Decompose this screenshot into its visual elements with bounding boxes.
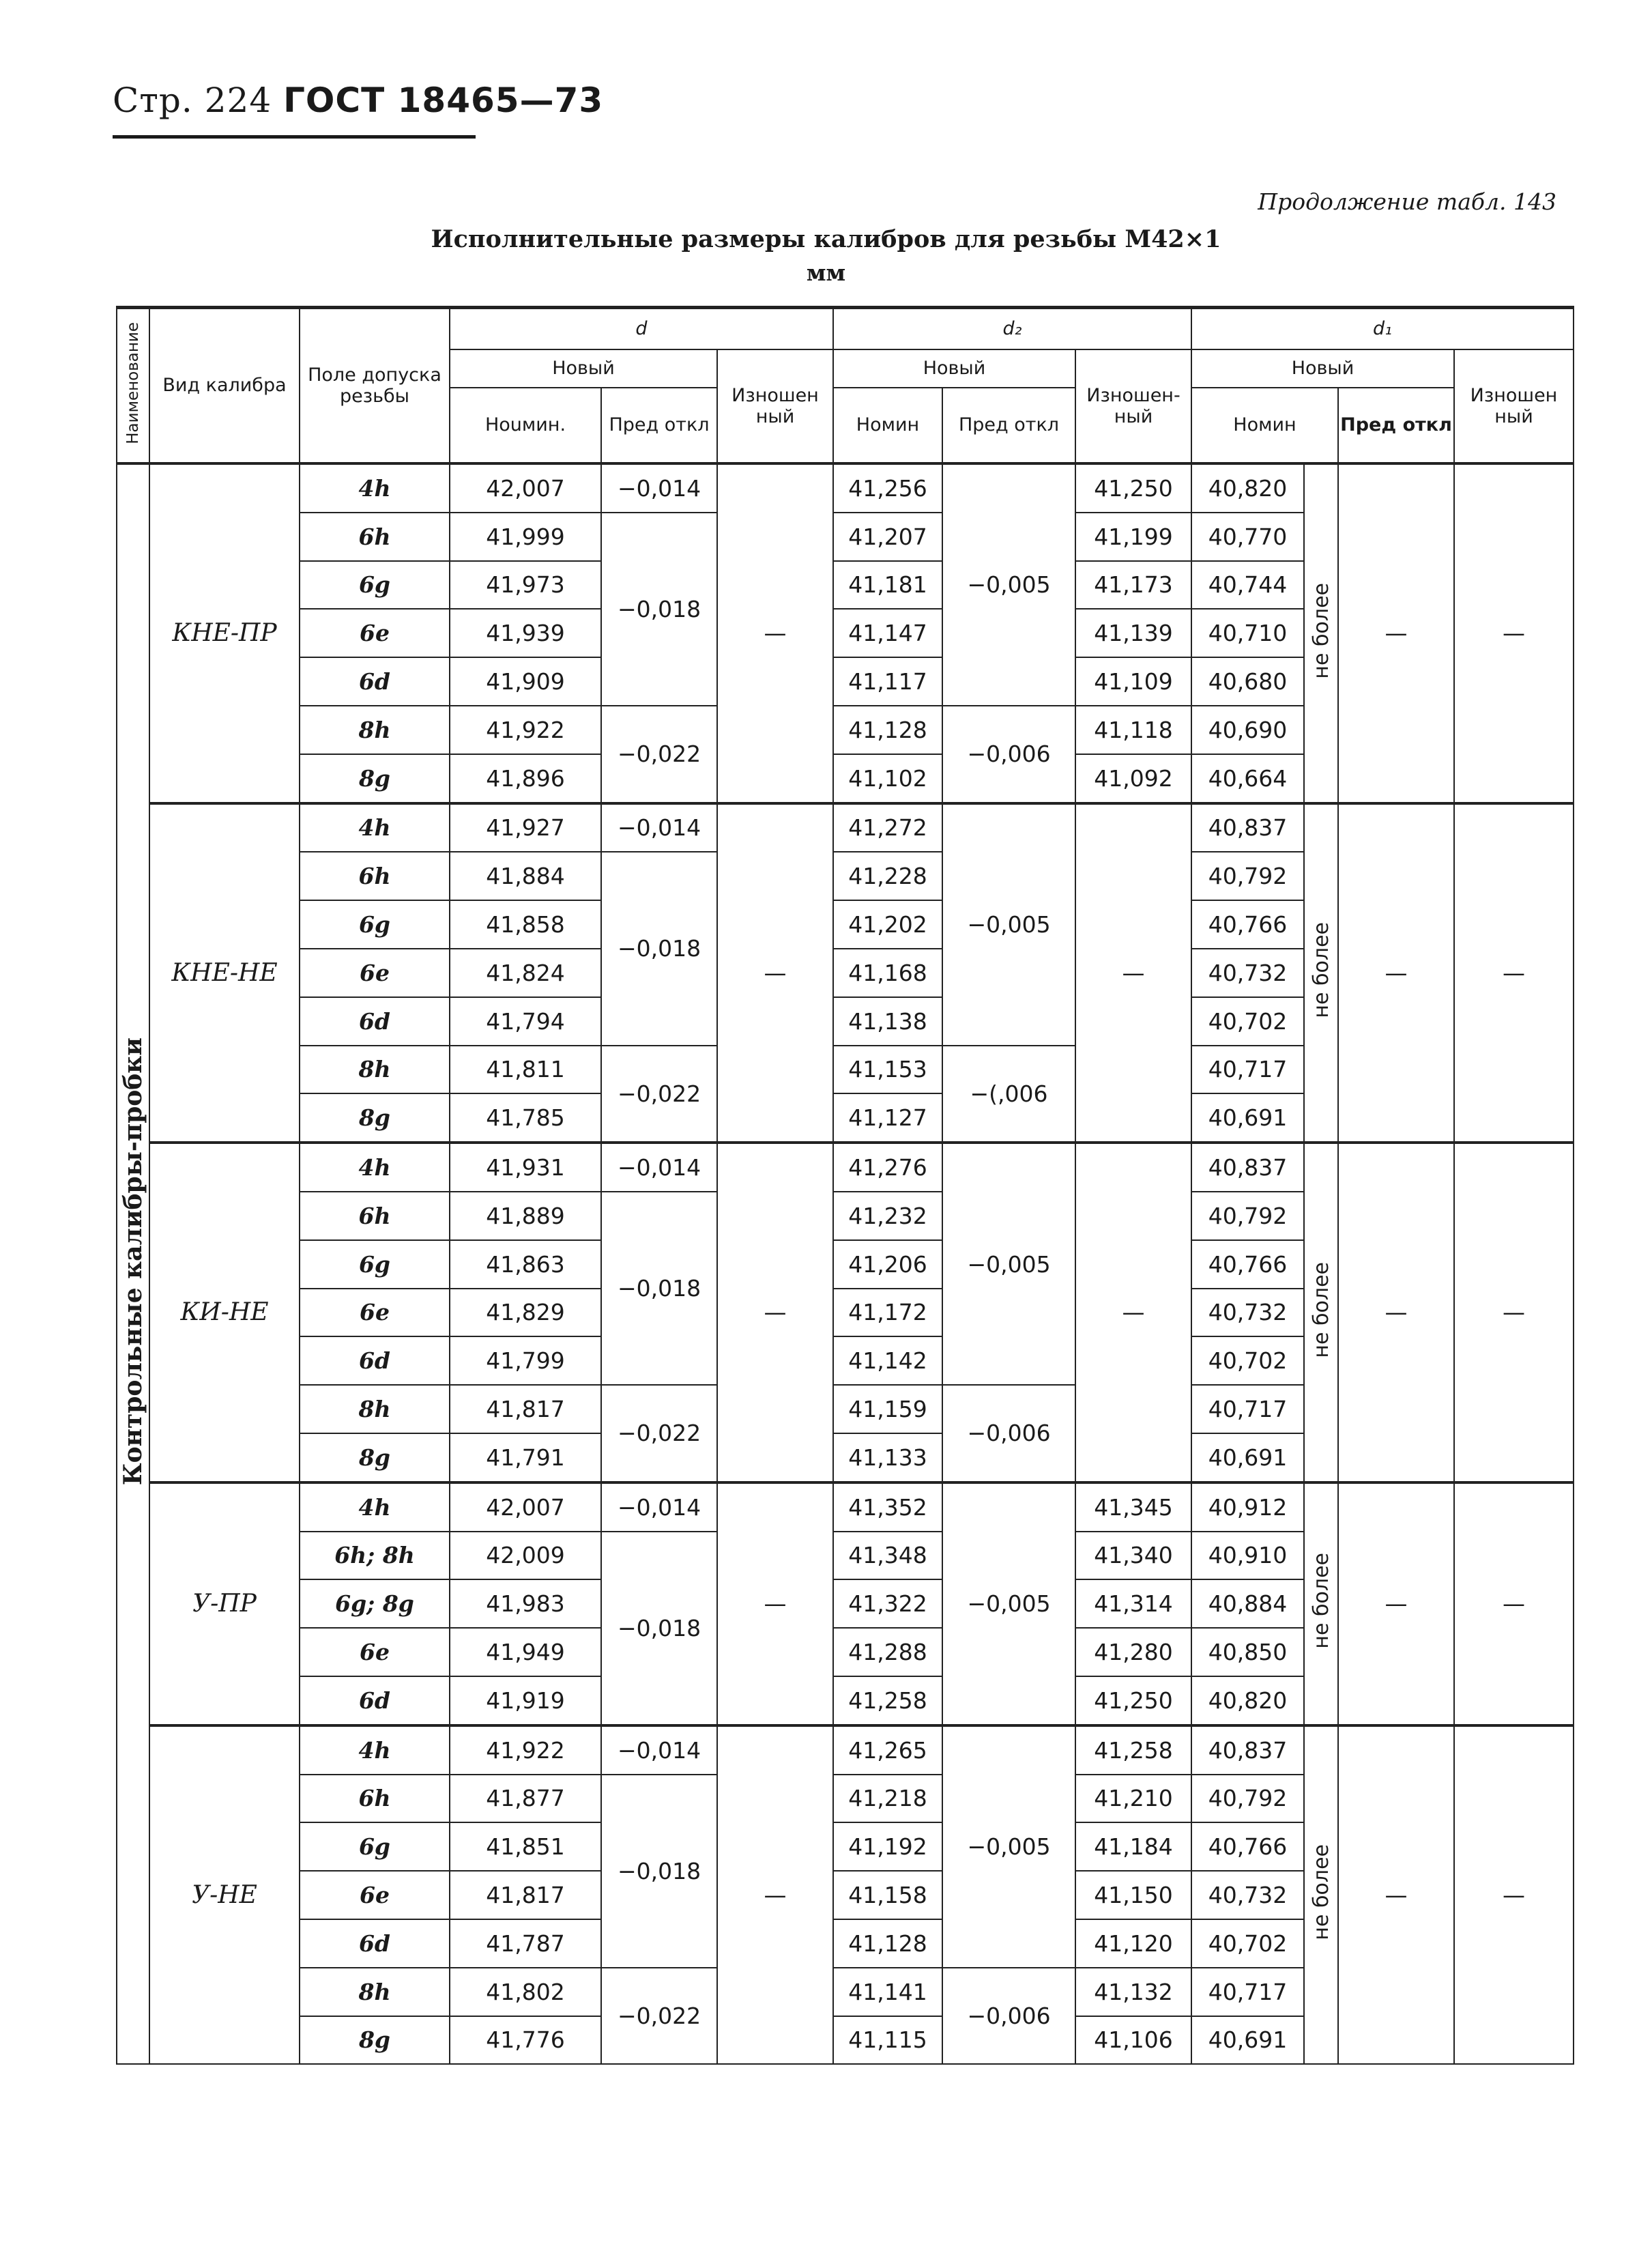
d1-limit-note: не более	[1304, 1143, 1338, 1482]
d2-nom-header: Номин	[833, 388, 942, 463]
page-header	[113, 81, 603, 120]
d-worn-header: Изношен ный	[717, 349, 833, 463]
d1-nominal: 40,702	[1191, 1919, 1304, 1968]
d-deviation: −0,014	[601, 1725, 717, 1775]
d2-deviation: −0,006	[942, 1385, 1075, 1482]
calibre-kind: КНЕ-НЕ	[149, 803, 300, 1143]
d1-nominal: 40,717	[1191, 1968, 1304, 2016]
d1-nominal: 40,717	[1191, 1046, 1304, 1094]
d2-nominal: 41,172	[833, 1289, 942, 1337]
calibre-kind: У-ПР	[149, 1482, 300, 1725]
d1-nominal: 40,770	[1191, 513, 1304, 561]
d-nominal: 41,817	[450, 1871, 601, 1919]
d2-nominal: 41,153	[833, 1046, 942, 1094]
d2-nominal: 41,147	[833, 609, 942, 657]
d2-worn: 41,106	[1075, 2016, 1191, 2065]
d1-limit-note: не более	[1304, 1725, 1338, 2065]
d-deviation: −0,018	[601, 852, 717, 1045]
d2-nominal: 41,102	[833, 754, 942, 803]
d-nominal: 41,973	[450, 561, 601, 610]
d2-nominal: 41,181	[833, 561, 942, 610]
d-nominal: 41,983	[450, 1579, 601, 1628]
d-worn: —	[717, 1143, 833, 1482]
d1-pred-header: Пред откл	[1338, 388, 1454, 463]
table-row	[117, 1482, 1574, 1532]
d-deviation: −0,014	[601, 463, 717, 513]
d2-nominal: 41,232	[833, 1192, 942, 1240]
d1-nominal: 40,792	[1191, 1775, 1304, 1823]
table-row	[117, 1725, 1574, 1775]
d1-nominal: 40,732	[1191, 949, 1304, 997]
d1-worn: —	[1454, 463, 1574, 803]
d1-nominal: 40,702	[1191, 1336, 1304, 1385]
d-nominal: 41,999	[450, 513, 601, 561]
d2-nominal: 41,117	[833, 657, 942, 706]
d-deviation: −0,022	[601, 1385, 717, 1482]
d2-nominal: 41,207	[833, 513, 942, 561]
d-nominal: 41,829	[450, 1289, 601, 1337]
d2-worn: 41,345	[1075, 1482, 1191, 1532]
d-nominal: 41,896	[450, 754, 601, 803]
d-nominal: 41,922	[450, 706, 601, 754]
d2-new-header: Новый	[833, 349, 1075, 388]
d1-nominal: 40,792	[1191, 1192, 1304, 1240]
d-nominal: 41,785	[450, 1093, 601, 1143]
d2-nominal: 41,142	[833, 1336, 942, 1385]
d-deviation: −0,022	[601, 1046, 717, 1143]
d-nominal: 41,909	[450, 657, 601, 706]
col-field-header: Поле допуска резьбы	[300, 308, 450, 464]
d1-nominal: 40,766	[1191, 900, 1304, 949]
d1-new-header: Новый	[1191, 349, 1454, 388]
d-deviation: −0,018	[601, 513, 717, 706]
d-nominal: 41,939	[450, 609, 601, 657]
d1-deviation: —	[1338, 1482, 1454, 1725]
d2-nominal: 41,206	[833, 1240, 942, 1289]
d2-worn: 41,314	[1075, 1579, 1191, 1628]
tolerance-field: 6d	[300, 1919, 450, 1968]
d-deviation: −0,014	[601, 1143, 717, 1192]
d2-worn: —	[1075, 1143, 1191, 1482]
tolerance-field: 8g	[300, 2016, 450, 2065]
d-nominal: 41,919	[450, 1676, 601, 1725]
d2-worn: 41,250	[1075, 463, 1191, 513]
d1-limit-note: не более	[1304, 1482, 1338, 1725]
d-nominal: 41,931	[450, 1143, 601, 1192]
d-nominal: 41,817	[450, 1385, 601, 1433]
d2-worn: 41,092	[1075, 754, 1191, 803]
table-row	[117, 1143, 1574, 1192]
d2-nominal: 41,228	[833, 852, 942, 900]
tolerance-field: 6e	[300, 949, 450, 997]
d-deviation: −0,022	[601, 1968, 717, 2065]
d2-worn-header: Изношен-ный	[1075, 349, 1191, 463]
tolerance-field: 6e	[300, 1628, 450, 1676]
d2-deviation: −0,006	[942, 1968, 1075, 2065]
tolerance-field: 6d	[300, 657, 450, 706]
d-worn: —	[717, 1725, 833, 2065]
table-unit: мм	[806, 259, 846, 286]
d2-nominal: 41,348	[833, 1532, 942, 1580]
d2-worn: 41,210	[1075, 1775, 1191, 1823]
calibre-kind: КИ-НЕ	[149, 1143, 300, 1482]
d1-nominal: 40,820	[1191, 463, 1304, 513]
d2-nominal: 41,202	[833, 900, 942, 949]
d2-worn: 41,139	[1075, 609, 1191, 657]
d1-nominal: 40,691	[1191, 1093, 1304, 1143]
d-nominal: 42,007	[450, 1482, 601, 1532]
standard-code: ГОСТ 18465—73	[283, 81, 604, 120]
d2-deviation: −(,006	[942, 1046, 1075, 1143]
d1-nominal: 40,884	[1191, 1579, 1304, 1628]
tolerance-field: 8g	[300, 754, 450, 803]
tolerance-field: 4h	[300, 1143, 450, 1192]
d1-nominal: 40,702	[1191, 997, 1304, 1046]
page-number: Стр. 224	[113, 81, 272, 120]
d1-nominal: 40,850	[1191, 1628, 1304, 1676]
d2-deviation: −0,005	[942, 1482, 1075, 1725]
continuation-note: Продолжение табл. 143	[1258, 188, 1556, 215]
d-worn: —	[717, 1482, 833, 1725]
d-nominal: 41,889	[450, 1192, 601, 1240]
d1-deviation: —	[1338, 463, 1454, 803]
tolerance-field: 6g; 8g	[300, 1579, 450, 1628]
d2-nominal: 41,192	[833, 1822, 942, 1871]
tolerance-field: 6e	[300, 1289, 450, 1337]
calibre-kind: КНЕ-ПР	[149, 463, 300, 803]
calibre-kind: У-НЕ	[149, 1725, 300, 2065]
tolerance-field: 4h	[300, 1482, 450, 1532]
d2-deviation: −0,005	[942, 1725, 1075, 1968]
tolerance-field: 6d	[300, 997, 450, 1046]
d1-group-header: d₁	[1191, 308, 1574, 350]
d1-nominal: 40,912	[1191, 1482, 1304, 1532]
tolerance-field: 6h	[300, 1192, 450, 1240]
d1-limit-note: не более	[1304, 463, 1338, 803]
tolerance-field: 6h	[300, 852, 450, 900]
d2-pred-header: Пред откл	[942, 388, 1075, 463]
tolerance-field: 6h	[300, 1775, 450, 1823]
d2-nominal: 41,128	[833, 706, 942, 754]
d2-nominal: 41,272	[833, 803, 942, 852]
d-nominal: 41,802	[450, 1968, 601, 2016]
d-nominal: 41,863	[450, 1240, 601, 1289]
d2-nominal: 41,352	[833, 1482, 942, 1532]
d1-nominal: 40,717	[1191, 1385, 1304, 1433]
d-deviation: −0,018	[601, 1775, 717, 1968]
d2-group-header: d₂	[833, 308, 1191, 350]
d-deviation: −0,018	[601, 1532, 717, 1725]
d2-worn: 41,109	[1075, 657, 1191, 706]
tolerance-field: 8h	[300, 706, 450, 754]
d2-nominal: 41,158	[833, 1871, 942, 1919]
tolerance-field: 6d	[300, 1676, 450, 1725]
tolerance-field: 6h	[300, 513, 450, 561]
d2-worn: —	[1075, 803, 1191, 1143]
d2-worn: 41,150	[1075, 1871, 1191, 1919]
d2-nominal: 41,288	[833, 1628, 942, 1676]
d2-nominal: 41,141	[833, 1968, 942, 2016]
d2-nominal: 41,159	[833, 1385, 942, 1433]
d1-nom-header: Номин	[1191, 388, 1338, 463]
d1-nominal: 40,732	[1191, 1289, 1304, 1337]
d-new-header: Новый	[450, 349, 717, 388]
d1-nominal: 40,766	[1191, 1822, 1304, 1871]
tolerance-field: 8h	[300, 1385, 450, 1433]
d2-nominal: 41,128	[833, 1919, 942, 1968]
tolerance-field: 8h	[300, 1968, 450, 2016]
d1-worn: —	[1454, 1482, 1574, 1725]
tolerance-field: 6g	[300, 900, 450, 949]
tolerance-field: 6g	[300, 1822, 450, 1871]
d2-worn: 41,250	[1075, 1676, 1191, 1725]
d1-worn: —	[1454, 1725, 1574, 2065]
d2-worn: 41,184	[1075, 1822, 1191, 1871]
tolerance-field: 8h	[300, 1046, 450, 1094]
table-row	[117, 803, 1574, 852]
d2-deviation: −0,005	[942, 463, 1075, 706]
d-nominal: 41,794	[450, 997, 601, 1046]
d-nominal: 41,824	[450, 949, 601, 997]
col-kind-header: Вид калибра	[149, 308, 300, 464]
tolerance-field: 4h	[300, 1725, 450, 1775]
d-nominal: 41,776	[450, 2016, 601, 2065]
d-nominal: 41,791	[450, 1433, 601, 1482]
d1-nominal: 40,710	[1191, 609, 1304, 657]
d2-nominal: 41,127	[833, 1093, 942, 1143]
d-nominal: 41,787	[450, 1919, 601, 1968]
d2-nominal: 41,168	[833, 949, 942, 997]
d1-nominal: 40,837	[1191, 1725, 1304, 1775]
d-deviation: −0,022	[601, 706, 717, 803]
d-nominal: 42,009	[450, 1532, 601, 1580]
calibre-dimensions-table	[116, 306, 1574, 2065]
d-nominal: 41,799	[450, 1336, 601, 1385]
section-label: Контрольные калибры-пробки	[117, 463, 149, 2064]
table-row	[117, 463, 1574, 513]
d1-nominal: 40,766	[1191, 1240, 1304, 1289]
d-deviation: −0,018	[601, 1192, 717, 1385]
d2-nominal: 41,133	[833, 1433, 942, 1482]
d1-worn: —	[1454, 803, 1574, 1143]
d2-nominal: 41,138	[833, 997, 942, 1046]
d-nominal: 41,858	[450, 900, 601, 949]
d2-nominal: 41,218	[833, 1775, 942, 1823]
d-nom-header: Ноuмин.	[450, 388, 601, 463]
d1-nominal: 40,837	[1191, 803, 1304, 852]
d2-worn: 41,199	[1075, 513, 1191, 561]
d-worn: —	[717, 803, 833, 1143]
d1-nominal: 40,664	[1191, 754, 1304, 803]
tolerance-field: 4h	[300, 463, 450, 513]
d2-nominal: 41,115	[833, 2016, 942, 2065]
d-pred-header: Пред откл	[601, 388, 717, 463]
d2-worn: 41,120	[1075, 1919, 1191, 1968]
header-rule	[113, 135, 476, 139]
d2-deviation: −0,005	[942, 1143, 1075, 1385]
d2-worn: 41,258	[1075, 1725, 1191, 1775]
d2-nominal: 41,322	[833, 1579, 942, 1628]
d2-worn: 41,132	[1075, 1968, 1191, 2016]
d-group-header: d	[450, 308, 833, 350]
d1-nominal: 40,820	[1191, 1676, 1304, 1725]
d2-nominal: 41,265	[833, 1725, 942, 1775]
table-title: Исполнительные размеры калибров для резьбы M42×1	[431, 225, 1221, 253]
d2-nominal: 41,276	[833, 1143, 942, 1192]
d1-limit-note: не более	[1304, 803, 1338, 1143]
col-name-header: Наименование	[117, 308, 149, 464]
d-nominal: 41,877	[450, 1775, 601, 1823]
tolerance-field: 6e	[300, 609, 450, 657]
d2-worn: 41,118	[1075, 706, 1191, 754]
tolerance-field: 8g	[300, 1433, 450, 1482]
d2-worn: 41,280	[1075, 1628, 1191, 1676]
d2-nominal: 41,258	[833, 1676, 942, 1725]
d1-nominal: 40,691	[1191, 2016, 1304, 2065]
d-nominal: 41,884	[450, 852, 601, 900]
d2-worn: 41,173	[1075, 561, 1191, 610]
d1-nominal: 40,680	[1191, 657, 1304, 706]
d1-worn: —	[1454, 1143, 1574, 1482]
tolerance-field: 6h; 8h	[300, 1532, 450, 1580]
d-worn: —	[717, 463, 833, 803]
d-deviation: −0,014	[601, 1482, 717, 1532]
d1-nominal: 40,744	[1191, 561, 1304, 610]
tolerance-field: 6e	[300, 1871, 450, 1919]
d1-nominal: 40,732	[1191, 1871, 1304, 1919]
d1-deviation: —	[1338, 803, 1454, 1143]
d2-deviation: −0,006	[942, 706, 1075, 803]
d-nominal: 41,851	[450, 1822, 601, 1871]
tolerance-field: 6d	[300, 1336, 450, 1385]
d2-nominal: 41,256	[833, 463, 942, 513]
d1-nominal: 40,690	[1191, 706, 1304, 754]
d-nominal: 41,922	[450, 1725, 601, 1775]
tolerance-field: 6g	[300, 1240, 450, 1289]
d2-worn: 41,340	[1075, 1532, 1191, 1580]
d-deviation: −0,014	[601, 803, 717, 852]
d1-nominal: 40,691	[1191, 1433, 1304, 1482]
d-nominal: 41,927	[450, 803, 601, 852]
d1-deviation: —	[1338, 1725, 1454, 2065]
tolerance-field: 4h	[300, 803, 450, 852]
d1-deviation: —	[1338, 1143, 1454, 1482]
d1-worn-header: Изношен ный	[1454, 349, 1574, 463]
tolerance-field: 6g	[300, 561, 450, 610]
tolerance-field: 8g	[300, 1093, 450, 1143]
d1-nominal: 40,910	[1191, 1532, 1304, 1580]
d-nominal: 42,007	[450, 463, 601, 513]
d-nominal: 41,949	[450, 1628, 601, 1676]
d1-nominal: 40,837	[1191, 1143, 1304, 1192]
d1-nominal: 40,792	[1191, 852, 1304, 900]
d2-deviation: −0,005	[942, 803, 1075, 1046]
d-nominal: 41,811	[450, 1046, 601, 1094]
